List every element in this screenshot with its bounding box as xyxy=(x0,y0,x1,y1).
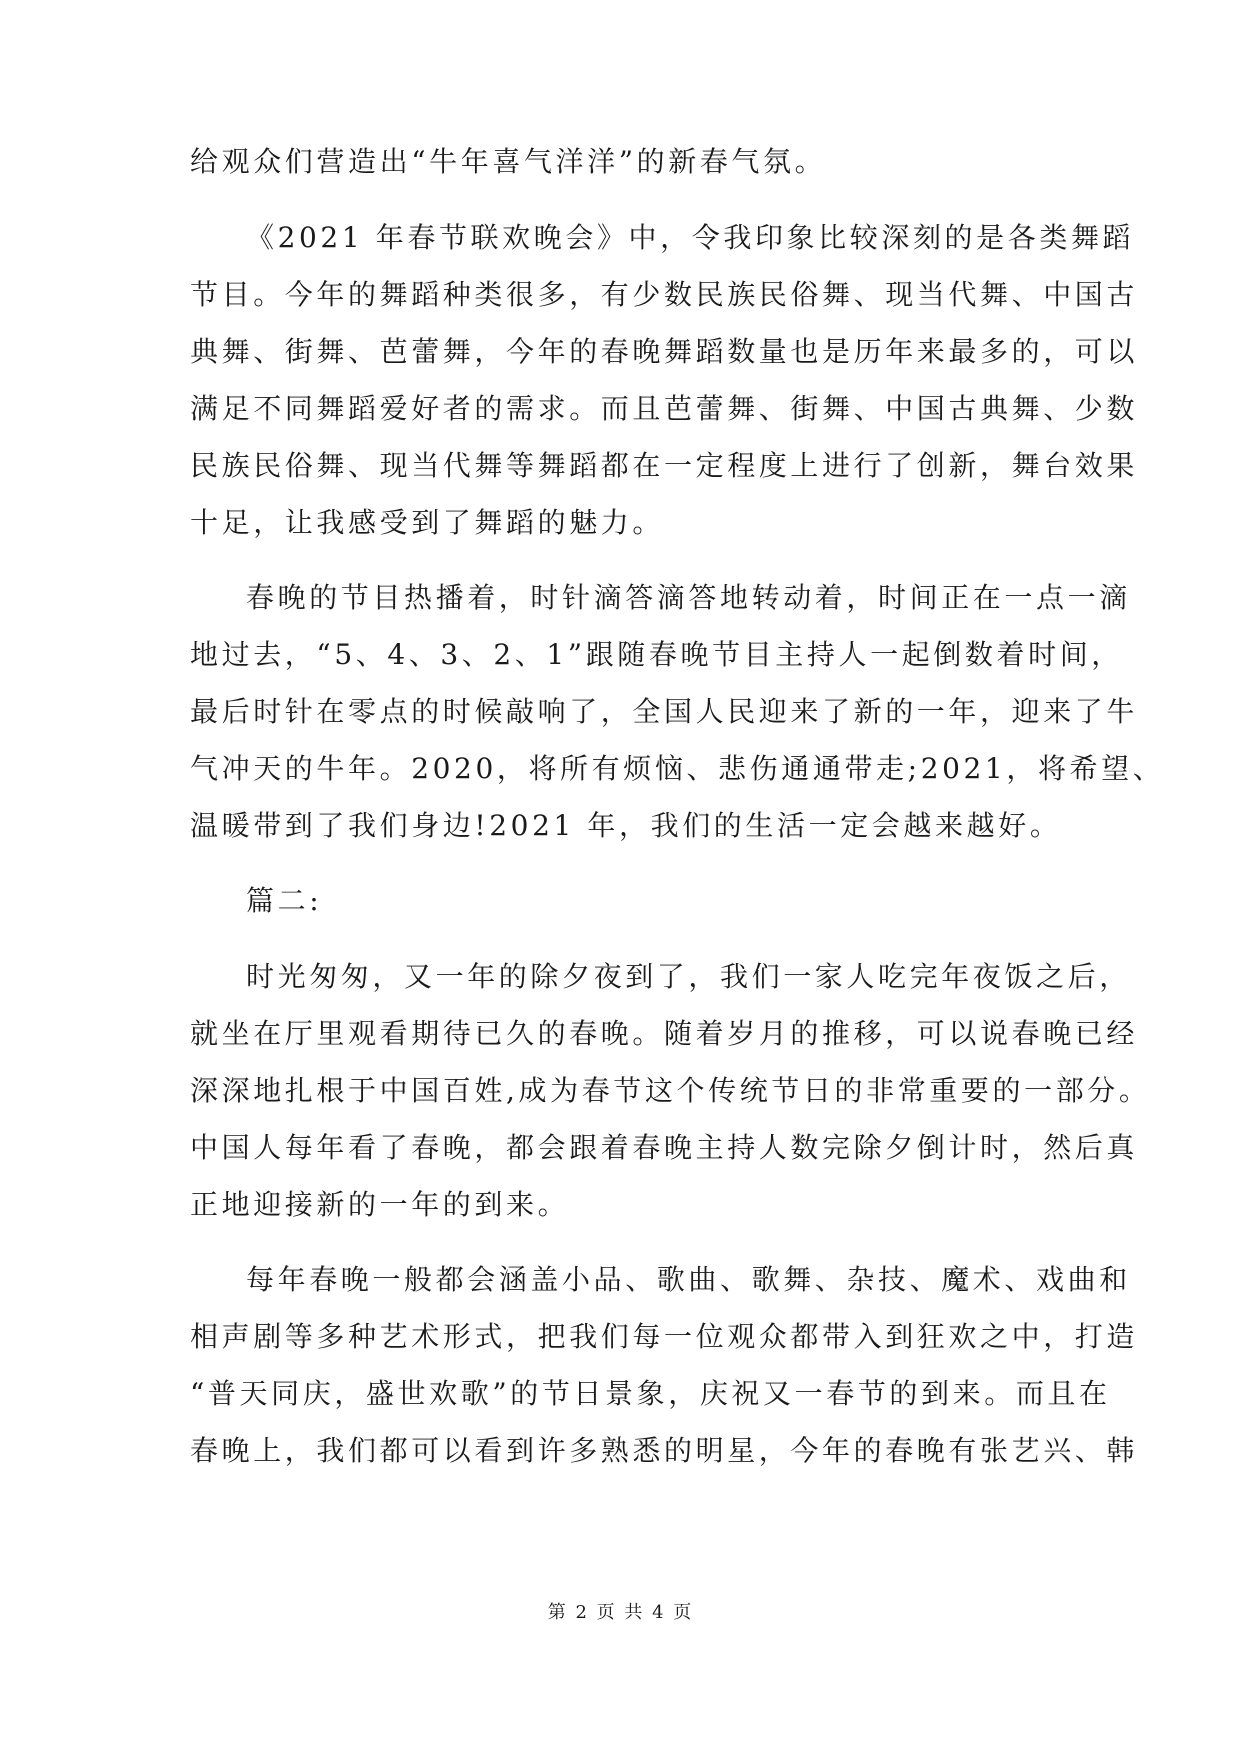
text-line: 地过去，“5、4、3、2、1”跟随春晚节目主持人一起倒数着时间， xyxy=(190,638,1123,671)
page-number-footer: 第 2 页 共 4 页 xyxy=(547,1602,694,1623)
section-heading: 篇二: xyxy=(246,884,323,917)
text-line: 最后时针在零点的时候敲响了，全国人民迎来了新的一年，迎来了牛 xyxy=(190,695,1139,728)
text-line: 春晚上，我们都可以看到许多熟悉的明星，今年的春晚有张艺兴、韩 xyxy=(190,1434,1139,1467)
text-line: 正地迎接新的一年的到来。 xyxy=(190,1188,570,1221)
text-line: 《2021 年春节联欢晚会》中，令我印象比较深刻的是各类舞蹈 xyxy=(246,221,1135,254)
text-line: 给观众们营造出“牛年喜气洋洋”的新春气氛。 xyxy=(190,145,827,178)
text-line: 满足不同舞蹈爱好者的需求。而且芭蕾舞、街舞、中国古典舞、少数 xyxy=(190,392,1139,425)
text-line: 民族民俗舞、现当代舞等舞蹈都在一定程度上进行了创新，舞台效果 xyxy=(190,449,1139,482)
text-line: 深深地扎根于中国百姓,成为春节这个传统节日的非常重要的一部分。 xyxy=(190,1074,1151,1107)
text-line: 十足，让我感受到了舞蹈的魅力。 xyxy=(190,506,665,539)
text-line: 中国人每年看了春晚，都会跟着春晚主持人数完除夕倒计时，然后真 xyxy=(190,1131,1139,1164)
text-line: 温暖带到了我们身边!2021 年，我们的生活一定会越来越好。 xyxy=(190,809,1062,842)
text-line: 春晚的节目热播着，时针滴答滴答地转动着，时间正在一点一滴 xyxy=(246,581,1131,614)
text-line: “普天同庆，盛世欢歌”的节日景象，庆祝又一春节的到来。而且在 xyxy=(190,1377,1111,1410)
text-line: 节目。今年的舞蹈种类很多，有少数民族民俗舞、现当代舞、中国古 xyxy=(190,278,1139,311)
text-line: 典舞、街舞、芭蕾舞，今年的春晚舞蹈数量也是历年来最多的，可以 xyxy=(190,335,1139,368)
text-line: 气冲天的牛年。2020，将所有烦恼、悲伤通通带走;2021，将希望、 xyxy=(190,752,1165,785)
text-line: 每年春晚一般都会涵盖小品、歌曲、歌舞、杂技、魔术、戏曲和 xyxy=(246,1263,1131,1296)
text-line: 相声剧等多种艺术形式，把我们每一位观众都带入到狂欢之中，打造 xyxy=(190,1320,1139,1353)
text-line: 就坐在厅里观看期待已久的春晚。随着岁月的推移，可以说春晚已经 xyxy=(190,1017,1139,1050)
text-line: 时光匆匆，又一年的除夕夜到了，我们一家人吃完年夜饭之后， xyxy=(246,960,1131,993)
